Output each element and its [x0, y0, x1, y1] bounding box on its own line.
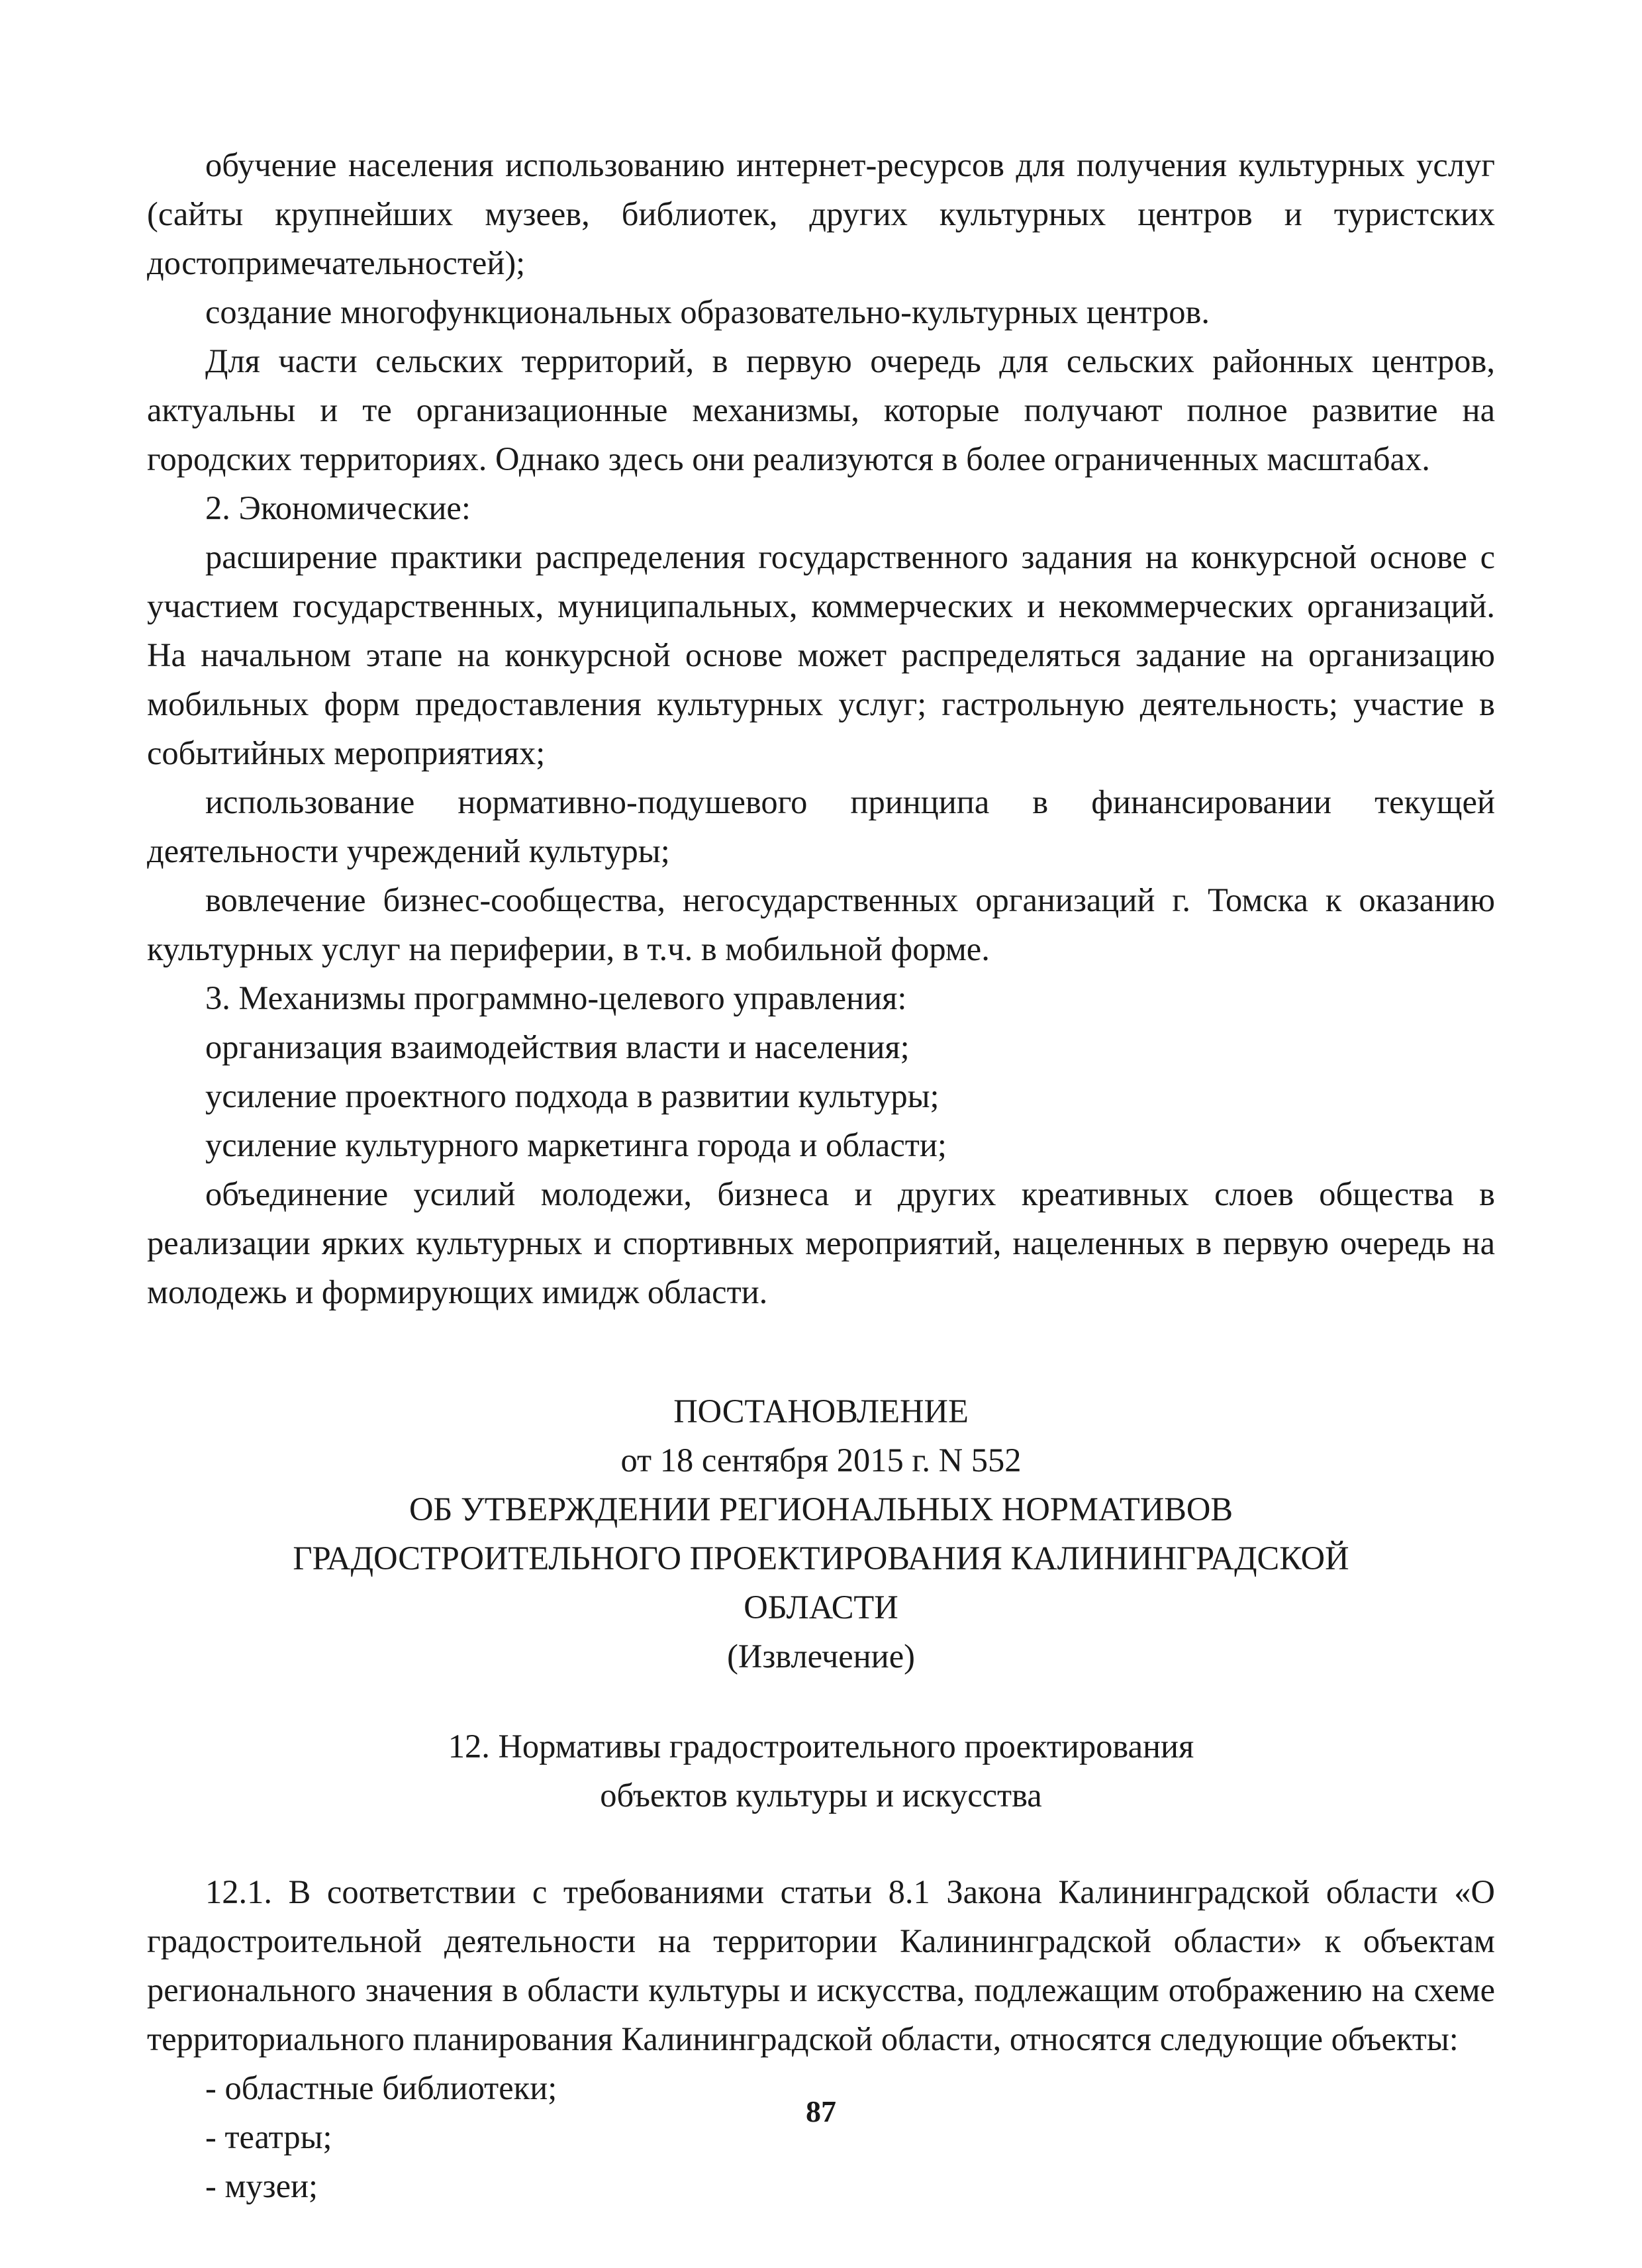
list-item: - областные библиотеки; — [205, 2069, 557, 2106]
paragraph: обучение населения использованию интернет-ресурсов для получения культурных услуг (сайты крупнейших музеев, библиотек, других культурных центров и туристских достопримечательностей); — [147, 146, 1495, 281]
paragraph: 2. Экономические: — [205, 489, 471, 526]
paragraph: объединение усилий молодежи, бизнеса и других креативных слоев общества в реализации ярких культурных и спортивных мероприятий, нацеленных в первую очередь на молодежь и формирующих имидж области. — [147, 1175, 1495, 1310]
heading-line: ГРАДОСТРОИТЕЛЬНОГО ПРОЕКТИРОВАНИЯ КАЛИНИНГРАДСКОЙ — [293, 1540, 1349, 1577]
heading-line: от 18 сентября 2015 г. N 552 — [620, 1442, 1022, 1479]
paragraph: использование нормативно-подушевого принципа в финансировании текущей деятельности учреждений культуры; — [147, 783, 1495, 869]
list-item: - театры; — [205, 2118, 332, 2155]
paragraph: вовлечение бизнес-сообщества, негосударственных организаций г. Томска к оказанию культурных услуг на периферии, в т.ч. в мобильной форме. — [147, 881, 1495, 967]
paragraph: усиление культурного маркетинга города и области; — [205, 1126, 947, 1163]
heading-line: (Извлечение) — [727, 1638, 915, 1675]
heading-line: ОБЛАСТИ — [744, 1589, 898, 1626]
paragraph: 3. Механизмы программно-целевого управления: — [205, 979, 907, 1016]
heading-line: ПОСТАНОВЛЕНИЕ — [673, 1393, 969, 1430]
paragraph: усиление проектного подхода в развитии культуры; — [205, 1077, 940, 1114]
paragraph: расширение практики распределения государственного задания на конкурсной основе с участием государственных, муниципальных, коммерческих и некоммерческих организаций. На начальном этапе на конкурсной основе может распределяться задание на организацию мобильных форм предоставления культурных услуг; гастрольную деятельность; участие в событийных мероприятиях; — [147, 538, 1495, 771]
section-paragraph: 12.1. В соответствии с требованиями статьи 8.1 Закона Калининградской области «О градостроительной деятельности на территории Калининградской области» к объектам регионального значения в области культуры и искусства, подлежащим отображению на схеме территориального планирования Калининградской области, относятся следующие объекты: — [147, 1873, 1495, 2057]
paragraph: организация взаимодействия власти и населения; — [205, 1028, 910, 1065]
paragraph: Для части сельских территорий, в первую очередь для сельских районных центров, актуальны и те организационные механизмы, которые получают полное развитие на городских территориях. Однако здесь они реализуются в более ограниченных масштабах. — [147, 342, 1495, 477]
section-heading — [147, 1722, 1495, 1820]
section-heading-line: 12. Нормативы градостроительного проектирования — [448, 1728, 1194, 1765]
paragraph: создание многофункциональных образовательно-культурных центров. — [205, 293, 1210, 330]
heading-line: ОБ УТВЕРЖДЕНИИ РЕГИОНАЛЬНЫХ НОРМАТИВОВ — [409, 1491, 1233, 1528]
section-heading-line: объектов культуры и искусства — [600, 1777, 1042, 1814]
document-heading — [147, 1387, 1495, 1681]
page-number: 87 — [806, 2095, 836, 2128]
page-body — [147, 140, 1495, 2210]
list-item: - музеи; — [205, 2167, 318, 2204]
objects-list — [147, 2063, 1495, 2210]
